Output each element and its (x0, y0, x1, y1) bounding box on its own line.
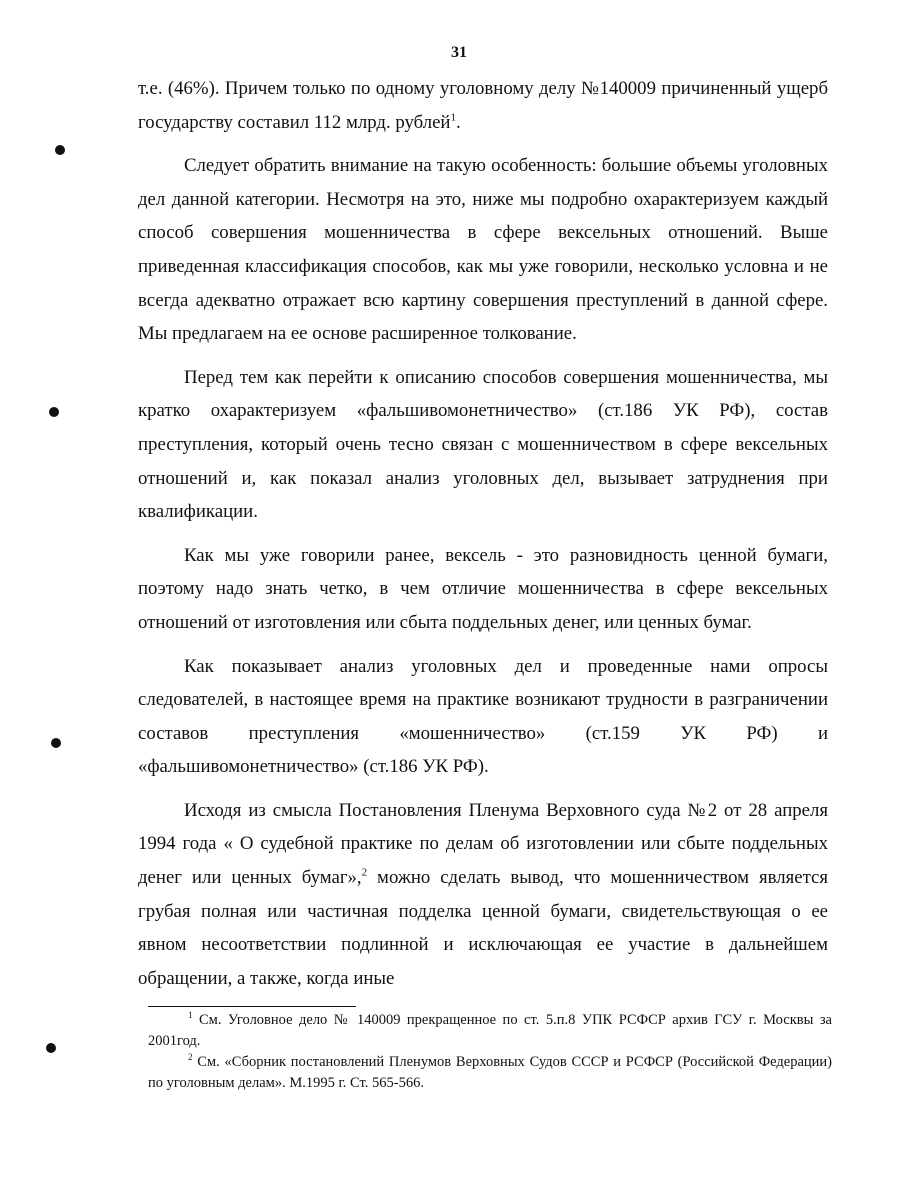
paragraph: Следует обратить внимание на такую особенность: большие объемы уголовных дел данной категории. Несмотря на это, ниже мы подробно охарактеризуем каждый способ совершения мошенничества в сфере вексельных отношений. Выше приведенная классификация способов, как мы уже говорили, несколько условна и не всегда адекватно отражает всю картину совершения преступлений в данной сфере. Мы предлагаем на ее основе расширенное толкование. (138, 155, 828, 345)
footnote-reference: 2 (361, 866, 368, 879)
paragraph: Как мы уже говорили ранее, вексель - это разновидность ценной бумаги, поэтому надо знать четко, в чем отличие мошенничества в сфере вексельных отношений от изготовления или сбыта поддельных денег, или ценных бумаг. (138, 544, 828, 633)
footnote: $^1$ См. Уголовное дело № 140009 прекращенное по ст. 5.п.8 УПК РСФСР архив ГСУ г. Москвы за 2001год. (148, 1010, 832, 1049)
page-number: 31 (451, 44, 467, 61)
punch-hole (46, 1043, 56, 1053)
punch-hole (51, 738, 61, 748)
punch-hole (55, 145, 65, 155)
body-text (138, 72, 828, 1005)
paragraph: Как показывает анализ уголовных дел и проведенные нами опросы следователей, в настоящее время на практике возникают трудности в разграничении составов преступления «мошенничество» (ст.159 УК РФ) и «фальшивомонетничество» (ст.186 УК РФ). (138, 655, 828, 778)
footnote-separator (148, 1006, 356, 1007)
footnote-reference: 1 (450, 111, 456, 124)
footnote-mark: 1 (188, 1010, 193, 1021)
footnote-mark: 2 (188, 1052, 193, 1063)
paragraph: т.е. (46%). Причем только по одному уголовному делу №140009 причиненный ущерб государству составил 112 млрд. рублей$^1$. (138, 78, 828, 133)
punch-hole (49, 407, 59, 417)
paragraph: Перед тем как перейти к описанию способов совершения мошенничества, мы кратко охарактеризуем «фальшивомонетничество» (ст.186 УК РФ), состав преступления, который очень тесно связан с мошенничеством в сфере вексельных отношений и, как показал анализ уголовных дел, вызывает затруднения при квалификации. (138, 366, 828, 523)
footnote: $^2$ См. «Сборник постановлений Пленумов Верховных Судов СССР и РСФСР (Российской Федерации) по уголовным делам». М.1995 г. Ст. 565-566. (148, 1052, 833, 1091)
footnotes (148, 1010, 832, 1094)
paragraph: Исходя из смысла Постановления Пленума Верховного суда №2 от 28 апреля 1994 года « О судебной практике по делам об изготовлении или сбыте поддельных денег или ценных бумаг»,$^2$ можно сделать вывод, что мошенничеством является грубая полная или частичная подделка ценной бумаги, свидетельствующая о ее явном несоответствии подлинной и исключающая ее участие в дальнейшем обращении, а также, когда иные (138, 799, 828, 989)
